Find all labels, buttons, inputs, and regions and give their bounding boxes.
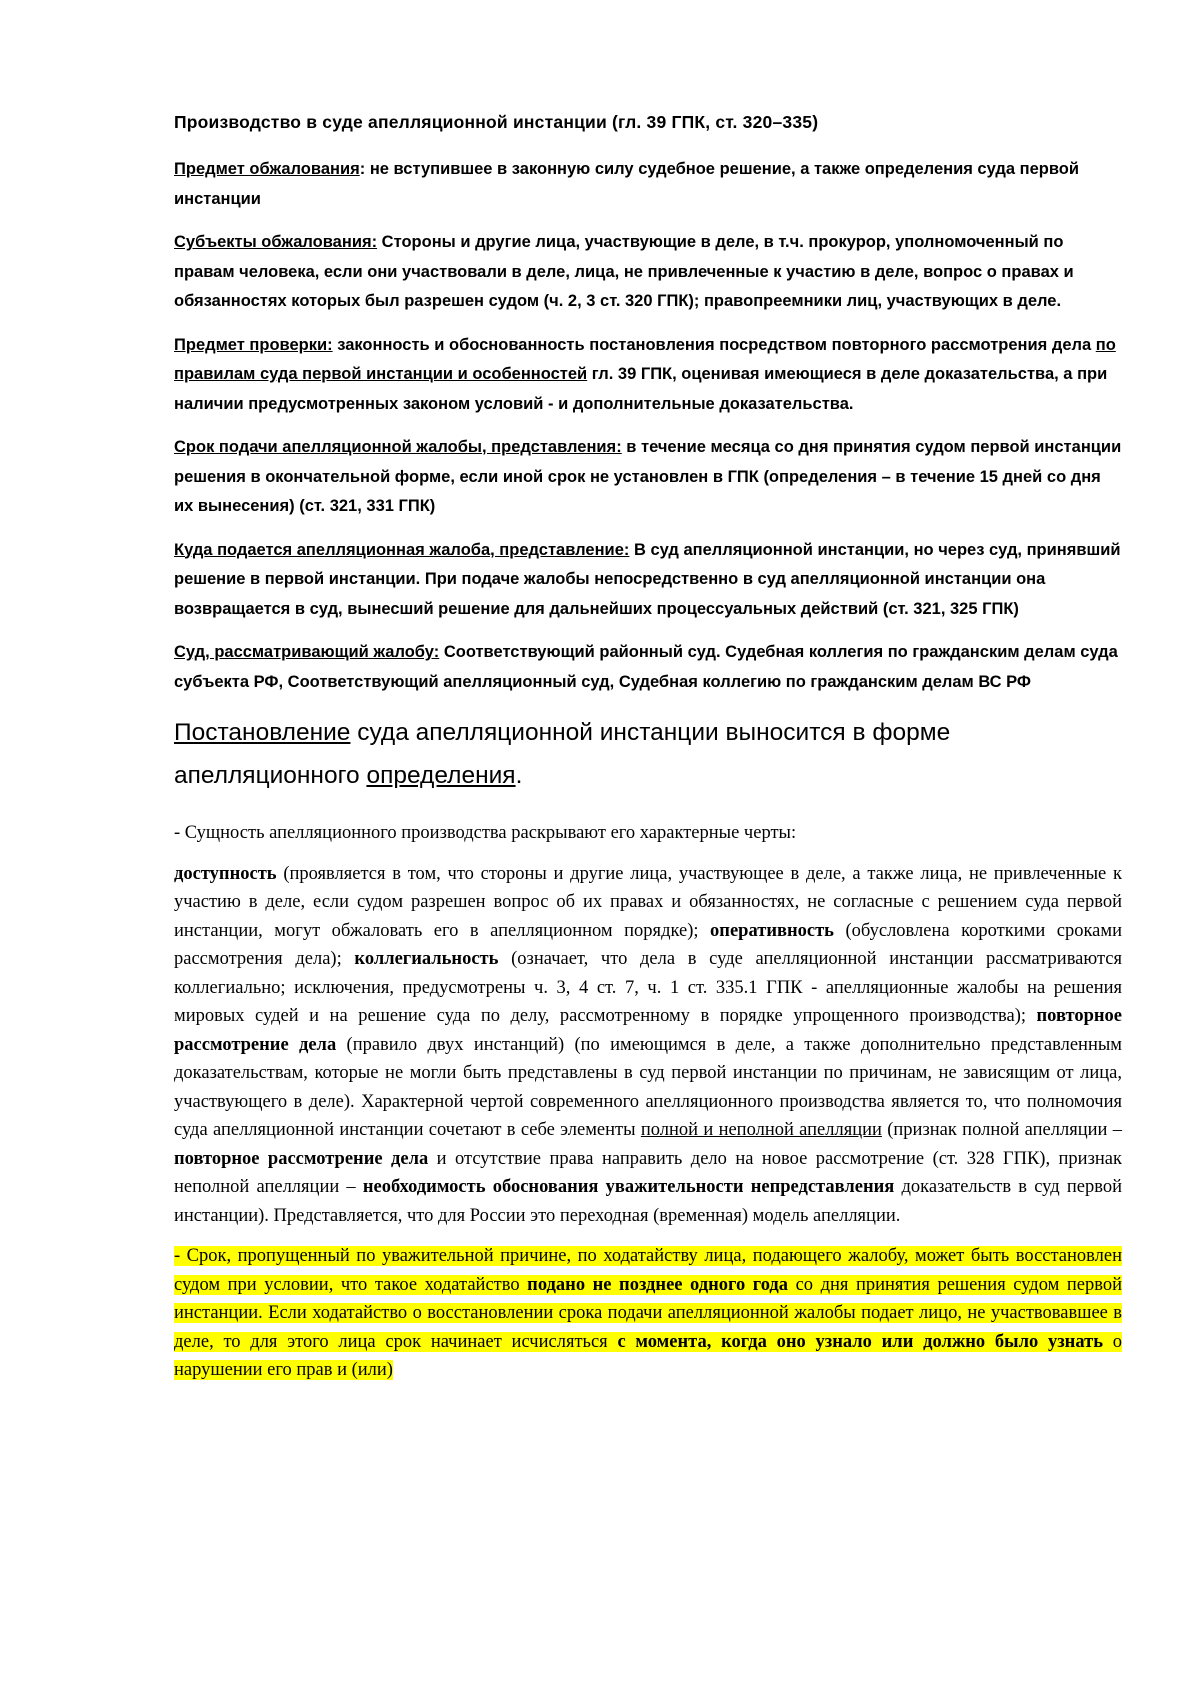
paragraph-text: (проявляется в том, что стороны и другие лица, участвующее в деле, а также лица, не привлеченные к участию в деле, если судом разрешен вопрос об их правах и обязанностях, не согласные с решением суда первой инстанции, могут обжаловать его в апелляционном порядке);	[174, 863, 1122, 941]
term-accessibility: доступность	[174, 863, 277, 884]
highlighted-text: - Срок, пропущенный по уважительной причине, по ходатайству лица, подающего жалобу, может быть восстановлен судом при условии, что такое ходатайство	[174, 1246, 1122, 1295]
document-page	[174, 112, 1122, 1397]
highlighted-paragraph	[174, 1242, 1122, 1385]
item-text: гл. 39 ГПК, оценивая имеющиеся в деле доказательства, а при наличии предусмотренных законом условий - и дополнительные доказательства.	[174, 365, 1108, 413]
paragraph-text: и отсутствие права направить дело на новое рассмотрение (ст. 328 ГПК), признак неполной апелляции –	[174, 1148, 1122, 1197]
highlighted-bold-text: подано не позднее одного года	[527, 1274, 789, 1295]
heading-end: .	[515, 762, 523, 789]
highlighted-bold-text: с момента, когда оно узнало или должно было узнать	[617, 1331, 1103, 1352]
item-where-to-file	[174, 536, 1122, 625]
item-text: : не вступившее в законную силу судебное решение, а также определения суда первой инстанции	[174, 160, 1079, 208]
term-collegiality: коллегиальность	[354, 949, 499, 969]
term-efficiency: оперативность	[710, 920, 834, 941]
item-label: Субъекты обжалования:	[174, 233, 378, 251]
paragraph-text: доказательств в суд первой инстанции). Представляется, что для России это переходная (временная) модель апелляции.	[174, 1177, 1122, 1226]
item-subject-of-appeal	[174, 155, 1122, 214]
item-text: Соответствующий районный суд. Судебная коллегия по гражданским делам суда субъекта РФ, Соответствующий апелляционный суд, Судебная коллегию по гражданским делам ВС РФ	[174, 643, 1118, 691]
item-label: Срок подачи апелляционной жалобы, представления:	[174, 438, 622, 456]
item-reviewing-court	[174, 638, 1122, 697]
item-text: Стороны и другие лица, участвующие в деле, в т.ч. прокурор, уполномоченный по правам человека, если они участвовали в деле, лица, не привлеченные к участию в деле, вопрос о правах и обязанностях которых был разрешен судом (ч. 2, 3 ст. 320 ГПК); правопреемники лиц, участвующих в деле.	[174, 233, 1074, 310]
item-label: Куда подается апелляционная жалоба, представление:	[174, 540, 630, 559]
intro-paragraph: - Сущность апелляционного производства раскрывают его характерные черты:	[174, 823, 797, 843]
item-underlined-text: по правилам суда первой инстанции и особенностей	[174, 335, 1116, 383]
term-rehearing: повторное рассмотрение дела	[174, 1006, 1122, 1055]
features-paragraph	[174, 860, 1122, 1231]
section-heading	[174, 711, 1122, 797]
item-label: Суд, рассматривающий жалобу:	[174, 643, 440, 661]
highlighted-text: о нарушении его прав и (или)	[174, 1331, 1123, 1380]
underlined-full-partial-appeal: полной и неполной апелляции	[640, 1120, 882, 1140]
paragraph-text: (признак полной апелляции –	[881, 1120, 1122, 1140]
item-text: В суд апелляционной инстанции, но через суд, принявший решение в первой инстанции. При подаче жалобы непосредственно в суд апелляционной инстанции она возвращается в суд, вынесший решение для дальнейших процессуальных действий (ст. 321, 325 ГПК)	[174, 540, 1121, 618]
paragraph-text: (означает, что дела в суде апелляционной инстанции рассматриваются коллегиально; исключения, предусмотрены ч. 3, 4 ст. 7, ч. 1 ст. 335.1 ГПК - апелляционные жалобы на решения мировых судей и на решение суда по делу, рассмотренному в порядке упрощенного производства);	[174, 949, 1123, 1026]
term-rehearing: повторное рассмотрение дела	[174, 1148, 429, 1169]
item-appellants	[174, 228, 1122, 317]
highlighted-text: со дня принятия решения судом первой инстанции. Если ходатайство о восстановлении срока подачи апелляционной жалобы подает лицо, не участвовавшее в деле, то для этого лица срок начинает исчисляться	[174, 1274, 1122, 1352]
paragraph-text: (правило двух инстанций) (по имеющимся в деле, а также дополнительно представленным доказательствам, которые не могли быть представлены в суд первой инстанции по причинам, не зависящим от лица, участвующего в деле). Характерной чертой современного апелляционного производства является то, что полномочия суда апелляционной инстанции сочетают в себе элементы	[174, 1034, 1122, 1140]
item-label: Предмет проверки:	[174, 335, 333, 354]
heading-word-ruling: Постановление	[174, 719, 351, 746]
heading-word-determination: определения	[366, 762, 516, 789]
item-label: Предмет обжалования	[174, 160, 360, 178]
item-scope-of-review	[174, 331, 1122, 420]
paragraph-text: (обусловлена короткими сроками рассмотрения дела);	[174, 920, 1123, 969]
document-title: Производство в суде апелляционной инстанции (гл. 39 ГПК, ст. 320–335)	[174, 112, 819, 132]
item-text: в течение месяца со дня принятия судом первой инстанции решения в окончательной форме, если иной срок не установлен в ГПК (определения – в течение 15 дней со дня их вынесения) (ст. 321, 331 ГПК)	[174, 438, 1122, 515]
item-deadline	[174, 433, 1122, 522]
term-justification-required: необходимость обоснования уважительности непредставления	[362, 1177, 895, 1197]
heading-text: суда апелляционной инстанции выносится в форме апелляционного	[174, 719, 951, 789]
item-text: законность и обоснованность постановления посредством повторного рассмотрения дела	[332, 335, 1096, 354]
